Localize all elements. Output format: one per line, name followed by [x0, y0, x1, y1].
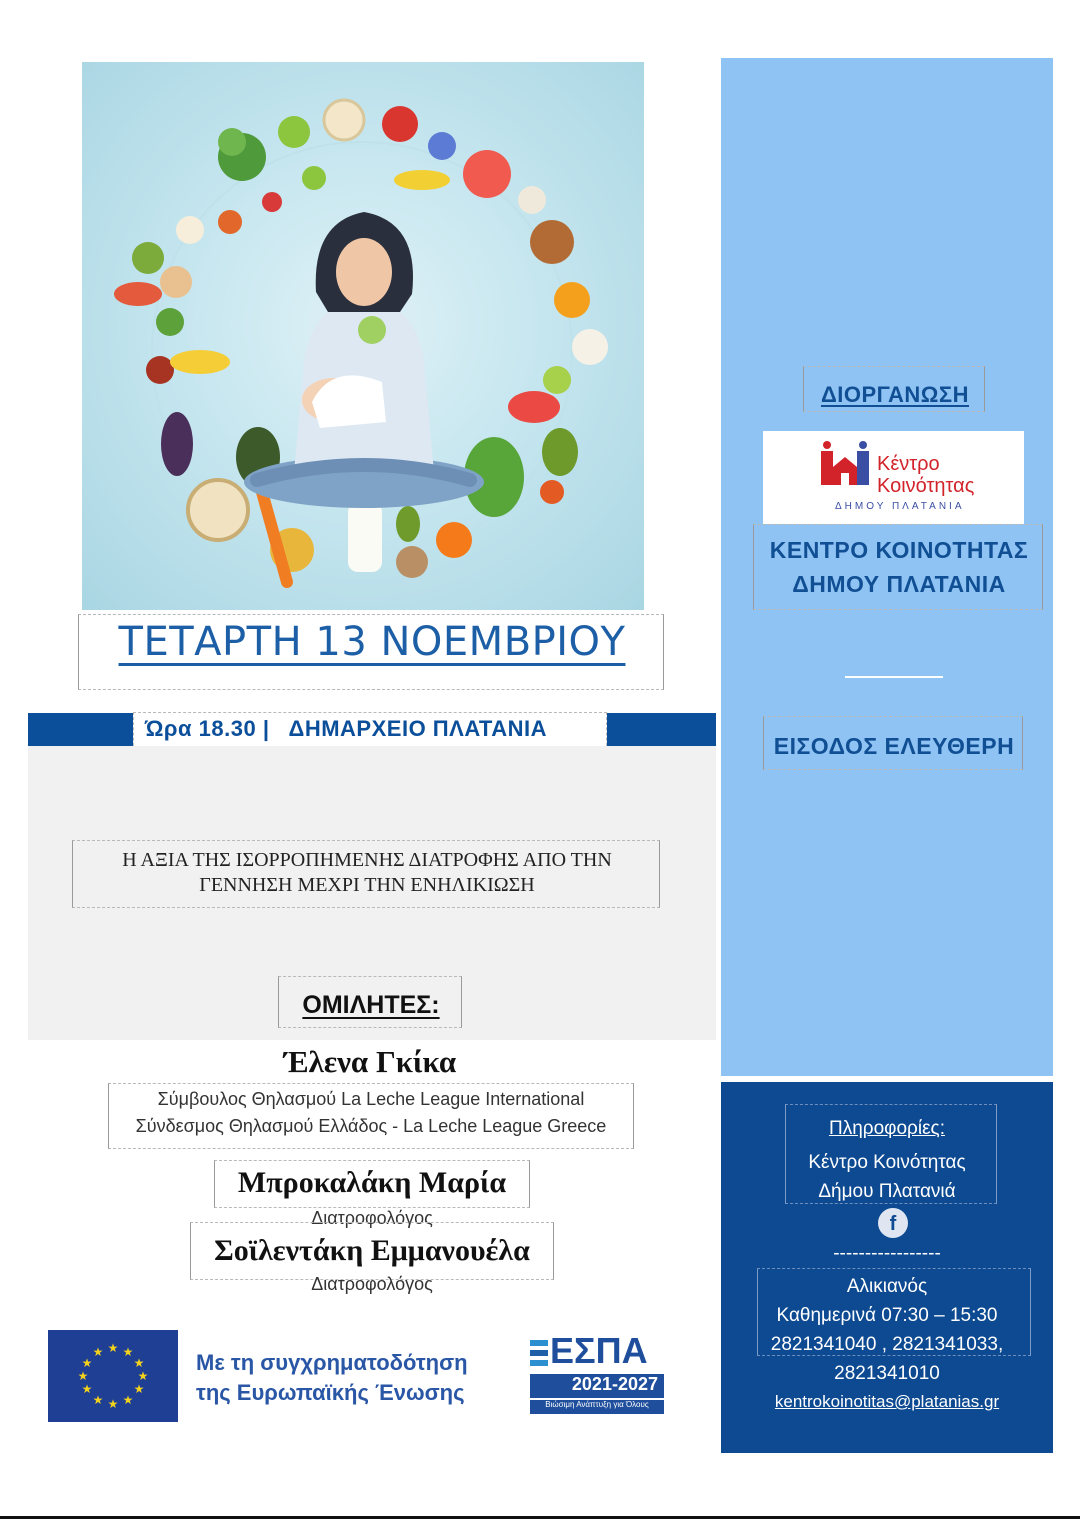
event-date-box	[78, 614, 664, 690]
info-hours: Καθημερινά 07:30 – 15:30	[776, 1305, 998, 1326]
svg-text:★: ★	[133, 1356, 145, 1370]
eu-cofunding-line-1: Με τη συγχρηματοδότηση	[196, 1350, 468, 1375]
community-center-logo	[763, 431, 1024, 524]
speaker-name-2: Μπροκαλάκη Μαρία	[237, 1166, 507, 1199]
info-phones-1: 2821341040 , 2821341033,	[770, 1334, 1004, 1355]
organizer-label: ΔΙΟΡΓΑΝΩΣΗ	[820, 382, 970, 407]
espa-logo	[530, 1330, 664, 1420]
espa-tagline: Βιώσιμη Ανάπτυξη για Όλους	[530, 1400, 664, 1414]
logo-text-2: Κοινότητας	[877, 475, 975, 497]
svg-text:★: ★	[81, 1382, 93, 1396]
mother-and-baby-figure	[244, 212, 484, 508]
logo-subtext: ΔΗΜΟΥ ΠΛΑΤΑΝΙΑ	[835, 501, 965, 512]
espa-title: ΕΣΠΑ	[550, 1330, 648, 1371]
svg-text:★: ★	[107, 1341, 119, 1355]
free-entry-box	[763, 716, 1023, 770]
organizer-name-line-2: ΔΗΜΟΥ ΠΛΑΤΑΝΙΑ	[792, 571, 1006, 597]
svg-text:★: ★	[92, 1345, 104, 1359]
info-email-link[interactable]: kentrokoinotitas@platanias.gr	[774, 1392, 1000, 1411]
svg-text:★: ★	[133, 1382, 145, 1396]
speaker-name-3: Σοϊλεντάκη Εμμανουέλα	[214, 1234, 530, 1267]
svg-text:★: ★	[137, 1369, 149, 1383]
houses-icon	[819, 441, 871, 491]
speaker-role-1b: Σύνδεσμος Θηλασμού Ελλάδος - La Leche League Greece	[135, 1116, 607, 1136]
info-divider: -----------------	[833, 1243, 941, 1264]
svg-text:★: ★	[107, 1397, 119, 1411]
svg-text:★: ★	[92, 1393, 104, 1407]
info-line-1: Κέντρο Κοινότητας	[808, 1152, 966, 1173]
event-date: ΤΕΤΑΡΤΗ 13 ΝΟΕΜΒΡΙΟΥ	[118, 619, 626, 665]
organizer-label-box	[803, 366, 985, 412]
topic-line-2: ΓΕΝΝΗΣΗ ΜΕΧΡΙ ΤΗΝ ΕΝΗΛΙΚΙΩΣΗ	[199, 874, 535, 896]
speakers-heading: ΟΜΙΛΗΤΕΣ:	[302, 991, 440, 1019]
facebook-icon[interactable]: f	[878, 1208, 908, 1238]
speaker-role-3: Διατροφολόγος	[311, 1274, 433, 1294]
topic-line-1: Η ΑΞΙΑ ΤΗΣ ΙΣΟΡΡΟΠΗΜΕΝΗΣ ΔΙΑΤΡΟΦΗΣ ΑΠΟ ΤΗΝ	[122, 849, 612, 871]
free-entry-text: ΕΙΣΟΔΟΣ ΕΛΕΥΘΕΡΗ	[773, 733, 1015, 759]
speaker-role-2: Διατροφολόγος	[311, 1208, 433, 1228]
organizer-name-box	[753, 524, 1043, 610]
info-phones-2: 2821341010	[834, 1363, 940, 1384]
svg-text:★: ★	[81, 1356, 93, 1370]
bottom-rule	[0, 1516, 1080, 1519]
organizer-name-line-1: ΚΕΝΤΡΟ ΚΟΙΝΟΤΗΤΑΣ	[769, 537, 1029, 563]
speaker-name-1: Έλενα Γκίκα	[283, 1044, 457, 1079]
info-line-2: Δήμου Πλατανιά	[818, 1181, 956, 1202]
eu-flag	[48, 1330, 178, 1422]
time-place-text: Ώρα 18.30 | ΔΗΜΑΡΧΕΙΟ ΠΛΑΤΑΝΙΑ	[145, 716, 547, 741]
svg-text:★: ★	[77, 1369, 89, 1383]
hero-illustration	[82, 62, 644, 610]
eu-cofunding-line-2: της Ευρωπαϊκής Ένωσης	[196, 1380, 465, 1405]
separator-line	[845, 676, 943, 678]
eu-stars-icon	[48, 1330, 178, 1422]
logo-text-1: Κέντρο	[877, 453, 940, 475]
info-heading: Πληροφορίες:	[829, 1118, 945, 1139]
speaker-role-1a: Σύμβουλος Θηλασμού La Leche League International	[157, 1089, 585, 1109]
topic-box	[72, 840, 660, 908]
svg-text:★: ★	[122, 1345, 134, 1359]
espa-years: 2021-2027	[530, 1374, 664, 1398]
speakers-heading-box	[278, 976, 462, 1028]
svg-text:★: ★	[122, 1393, 134, 1407]
espa-wave-icon	[530, 1336, 548, 1374]
info-location: Αλικιανός	[846, 1276, 928, 1297]
